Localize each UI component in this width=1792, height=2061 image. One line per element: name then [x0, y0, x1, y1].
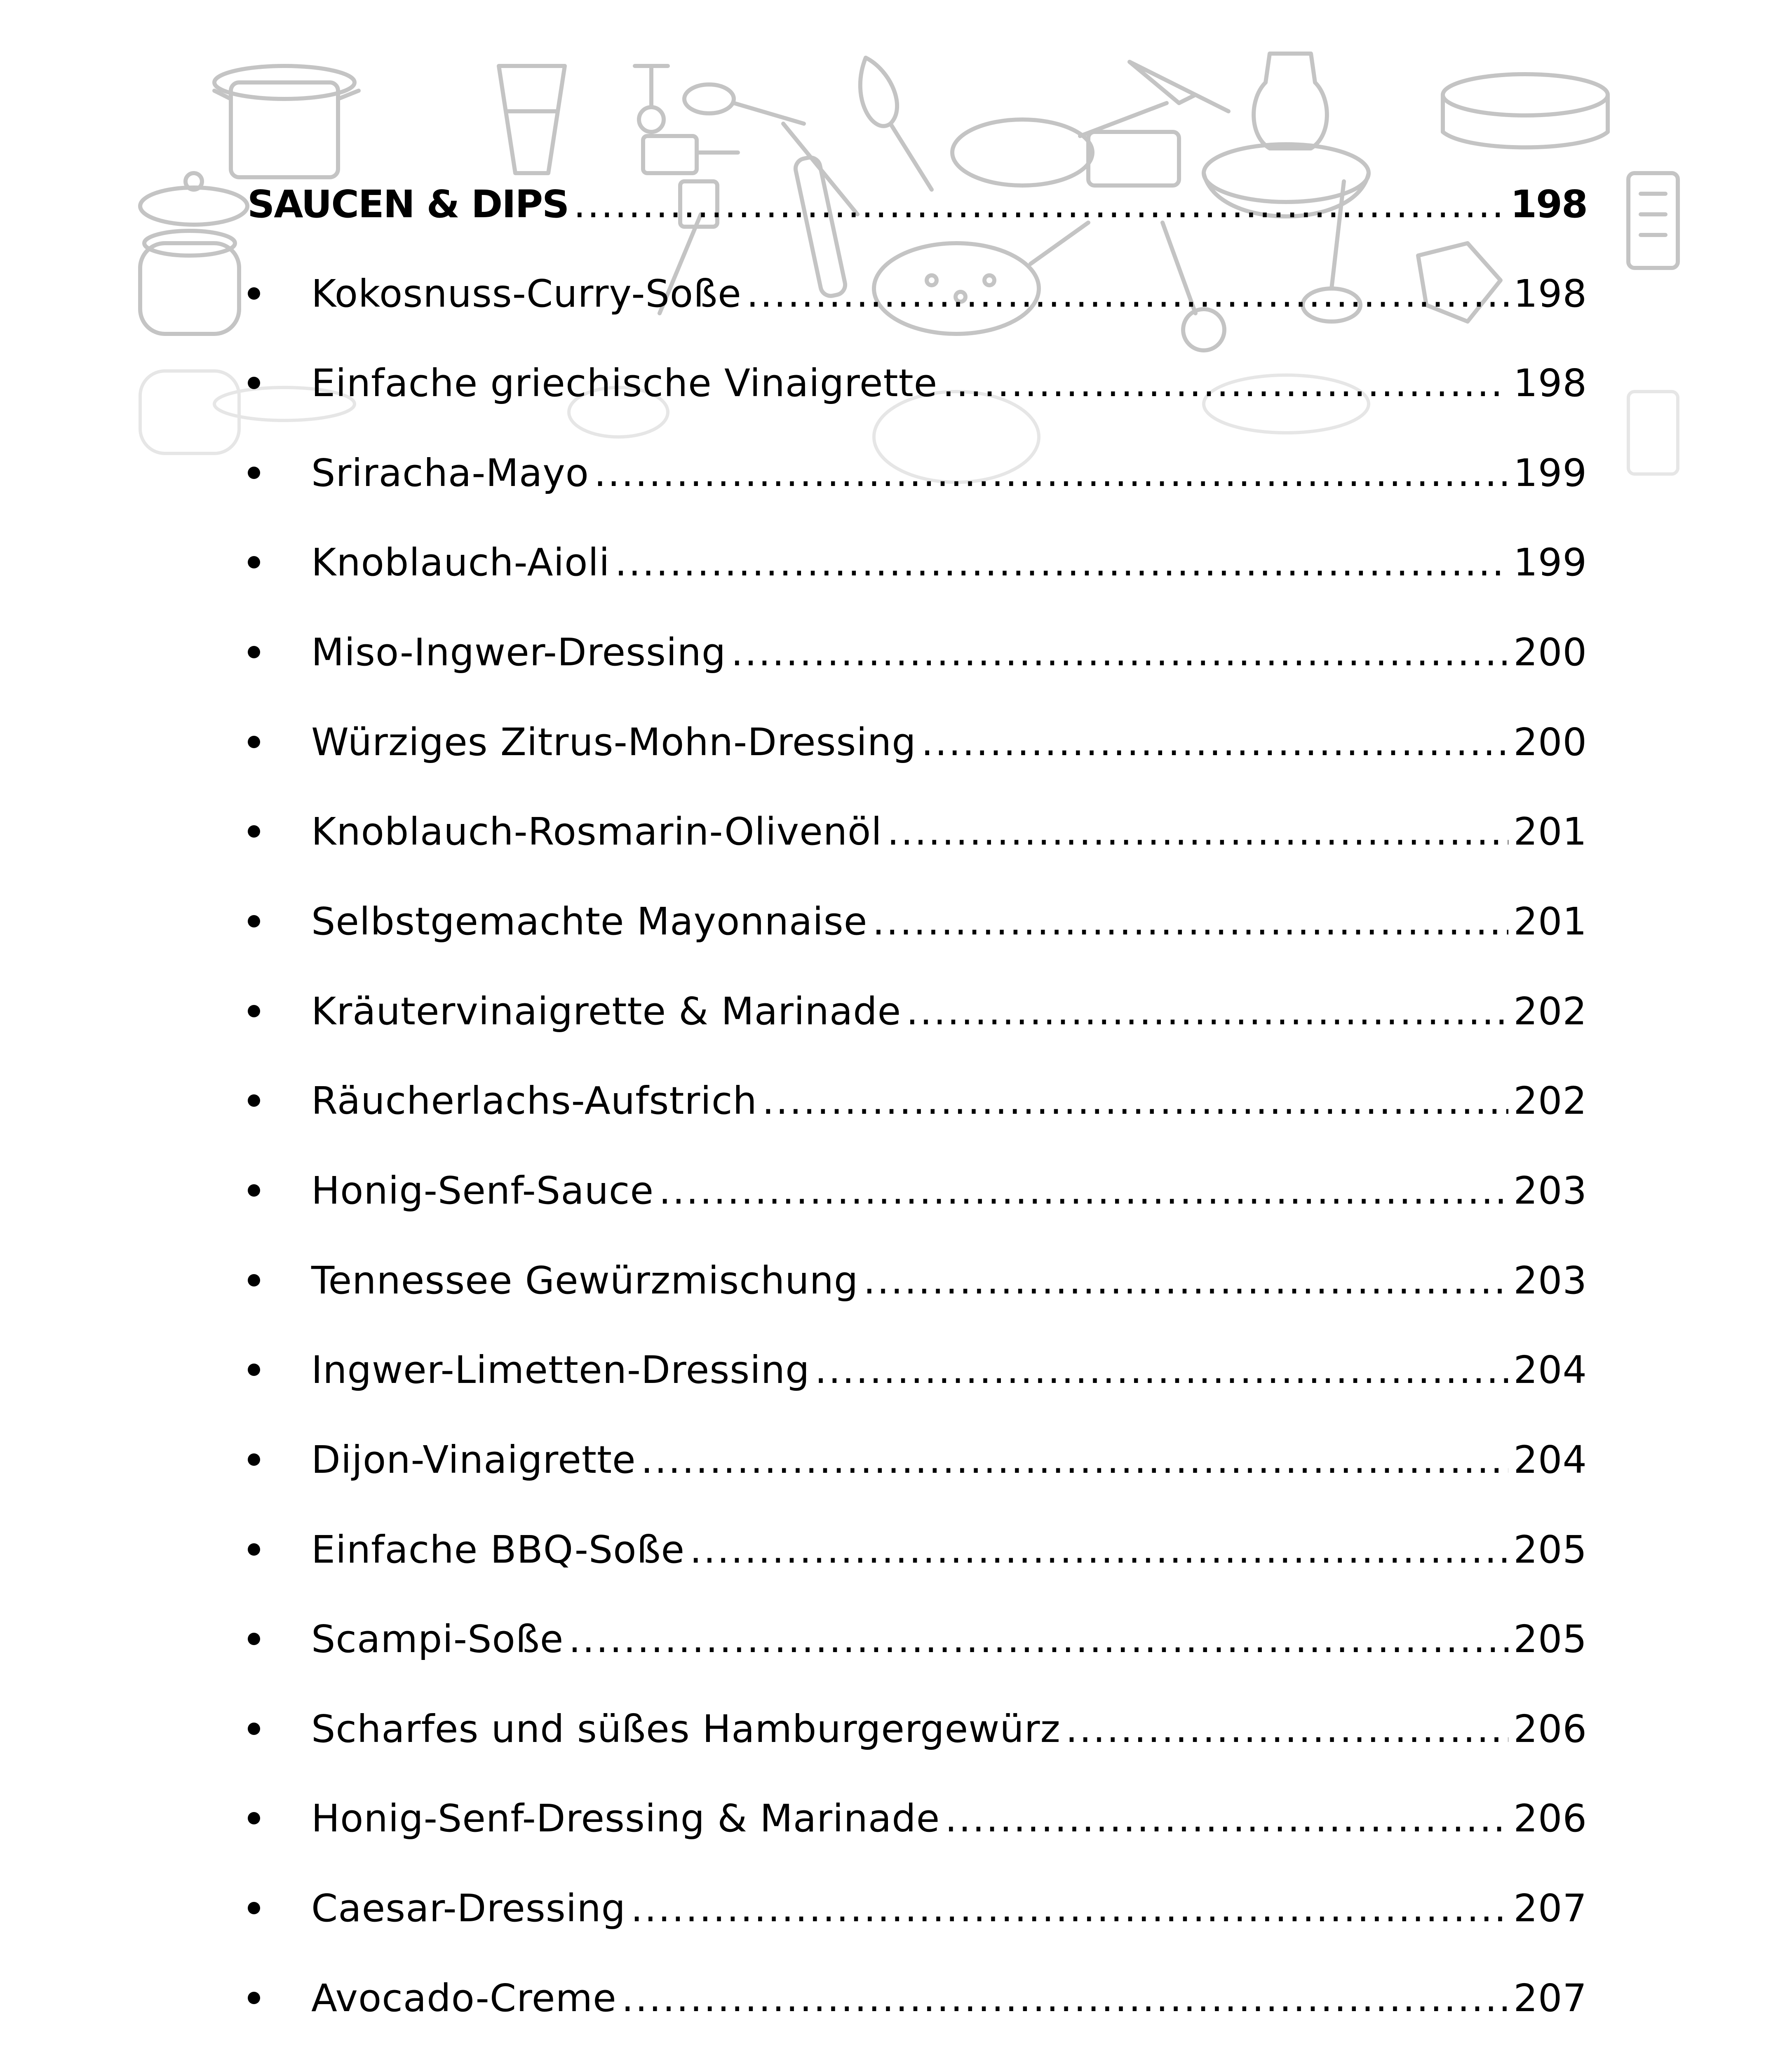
dot-leader: [921, 720, 1509, 764]
toc-entry[interactable]: [0, 252, 1792, 335]
carafe-icon: [1254, 54, 1327, 148]
entry-page-number: 200: [1513, 720, 1587, 764]
bullet-icon: [248, 825, 260, 838]
dot-leader: [1066, 1707, 1509, 1751]
entry-label: Miso-Ingwer-Dressing: [311, 630, 726, 674]
toc-entry[interactable]: [0, 432, 1792, 514]
dot-leader: [622, 1976, 1509, 2020]
entry-page-number: 198: [1513, 361, 1587, 405]
entry-label: Ingwer-Limetten-Dressing: [311, 1347, 810, 1392]
bullet-icon: [248, 1274, 260, 1286]
toc-entry[interactable]: [0, 880, 1792, 962]
entry-label: Knoblauch-Rosmarin-Olivenöl: [311, 809, 882, 854]
bullet-icon: [248, 556, 260, 568]
toc-entry[interactable]: [0, 970, 1792, 1052]
entry-label: Dijon-Vinaigrette: [311, 1437, 636, 1482]
section-heading-row[interactable]: [0, 163, 1792, 245]
dot-leader: [690, 1528, 1508, 1572]
entry-label: Honig-Senf-Dressing & Marinade: [311, 1796, 940, 1840]
entry-page-number: 204: [1513, 1437, 1587, 1482]
dot-leader: [945, 1796, 1508, 1840]
dot-leader: [631, 1886, 1508, 1930]
section-heading: [247, 182, 1587, 226]
dot-leader: [594, 451, 1508, 495]
bullet-icon: [248, 1723, 260, 1735]
corkscrew-icon: [635, 66, 668, 132]
entry-label: Tennessee Gewürzmischung: [311, 1258, 859, 1303]
toc-entry[interactable]: [0, 611, 1792, 693]
bullet-icon: [248, 1453, 260, 1466]
section-title: SAUCEN & DIPS: [247, 182, 569, 226]
entry-page-number: 207: [1513, 1886, 1587, 1930]
entry-label: Kokosnuss-Curry-Soße: [311, 271, 742, 316]
dot-leader: [887, 810, 1509, 854]
pot-icon: [214, 66, 359, 177]
toc-entry[interactable]: [0, 701, 1792, 783]
bullet-icon: [248, 736, 260, 748]
entry-label: Kräutervinaigrette & Marinade: [311, 989, 902, 1033]
entry-page-number: 202: [1513, 1078, 1587, 1123]
baking-form-icon: [1443, 74, 1608, 148]
entry-page-number: 200: [1513, 630, 1587, 674]
entry-page-number: 204: [1513, 1347, 1587, 1392]
dot-leader: [762, 1079, 1509, 1123]
entry-label: Räucherlachs-Aufstrich: [311, 1078, 757, 1123]
dot-leader: [815, 1348, 1509, 1392]
toc-entry[interactable]: [0, 1688, 1792, 1770]
toc-entry[interactable]: [0, 1867, 1792, 1949]
toc-entry[interactable]: [0, 790, 1792, 873]
entry-page-number: 203: [1513, 1258, 1587, 1303]
bullet-icon: [248, 915, 260, 927]
dot-leader: [872, 899, 1508, 944]
spoon-icon: [684, 85, 804, 124]
dot-leader: [615, 540, 1509, 584]
entry-label: Würziges Zitrus-Mohn-Dressing: [311, 720, 916, 764]
entry-page-number: 198: [1513, 271, 1587, 316]
entry-page-number: 201: [1513, 899, 1587, 944]
toc-entry[interactable]: [0, 521, 1792, 603]
bullet-icon: [248, 1633, 260, 1645]
bullet-icon: [248, 377, 260, 389]
toc-entry[interactable]: [0, 1957, 1792, 2039]
dot-leader: [731, 630, 1508, 674]
toc-entry[interactable]: [0, 1149, 1792, 1232]
entry-label: Honig-Senf-Sauce: [311, 1168, 654, 1213]
entry-label: Caesar-Dressing: [311, 1886, 626, 1930]
entry-page-number: 203: [1513, 1168, 1587, 1213]
toc-entry[interactable]: [0, 1329, 1792, 1411]
dot-leader: [659, 1169, 1508, 1213]
entry-label: Sriracha-Mayo: [311, 451, 589, 495]
section-page-number: 198: [1510, 182, 1587, 226]
bullet-icon: [248, 1364, 260, 1376]
entry-page-number: 205: [1513, 1617, 1587, 1661]
dot-leader: [747, 272, 1509, 316]
entry-label: Einfache BBQ-Soße: [311, 1527, 685, 1572]
toc-entry[interactable]: [0, 1508, 1792, 1591]
dot-leader: [573, 182, 1505, 226]
dot-leader: [641, 1438, 1509, 1482]
entry-page-number: 202: [1513, 989, 1587, 1033]
entry-label: Einfache griechische Vinaigrette: [311, 361, 938, 405]
entry-label: Scampi-Soße: [311, 1617, 564, 1661]
dot-leader: [906, 989, 1508, 1033]
bullet-icon: [248, 1094, 260, 1107]
knife-icon: [1130, 62, 1228, 111]
bullet-icon: [248, 287, 260, 300]
dot-leader: [568, 1617, 1508, 1661]
toc-entry[interactable]: [0, 1418, 1792, 1501]
entry-page-number: 199: [1513, 540, 1587, 584]
dot-leader: [863, 1258, 1508, 1303]
bullet-icon: [248, 1812, 260, 1824]
entry-page-number: 199: [1513, 451, 1587, 495]
bullet-icon: [248, 1005, 260, 1017]
bullet-icon: [248, 1184, 260, 1197]
entry-page-number: 206: [1513, 1796, 1587, 1840]
entry-label: Knoblauch-Aioli: [311, 540, 610, 584]
entry-page-number: 201: [1513, 809, 1587, 854]
bullet-icon: [248, 1902, 260, 1914]
toc-entry[interactable]: [0, 2046, 1792, 2061]
toc-entry[interactable]: [0, 1239, 1792, 1322]
entry-page-number: 207: [1513, 1976, 1587, 2020]
toc-entry[interactable]: [0, 342, 1792, 424]
entry-page-number: 206: [1513, 1707, 1587, 1751]
entry-label: Selbstgemachte Mayonnaise: [311, 899, 868, 944]
entry-page-number: 205: [1513, 1527, 1587, 1572]
bullet-icon: [248, 467, 260, 479]
bullet-icon: [248, 646, 260, 658]
entry-label: Scharfes und süßes Hamburgergewürz: [311, 1707, 1061, 1751]
toc-entry[interactable]: [0, 1777, 1792, 1859]
glass-icon: [499, 66, 565, 173]
bullet-icon: [248, 1543, 260, 1556]
dot-leader: [942, 361, 1508, 405]
toc-entry[interactable]: [0, 1598, 1792, 1680]
entry-label: Avocado-Creme: [311, 1976, 617, 2020]
bullet-icon: [248, 1992, 260, 2004]
toc-entry[interactable]: [0, 1059, 1792, 1142]
